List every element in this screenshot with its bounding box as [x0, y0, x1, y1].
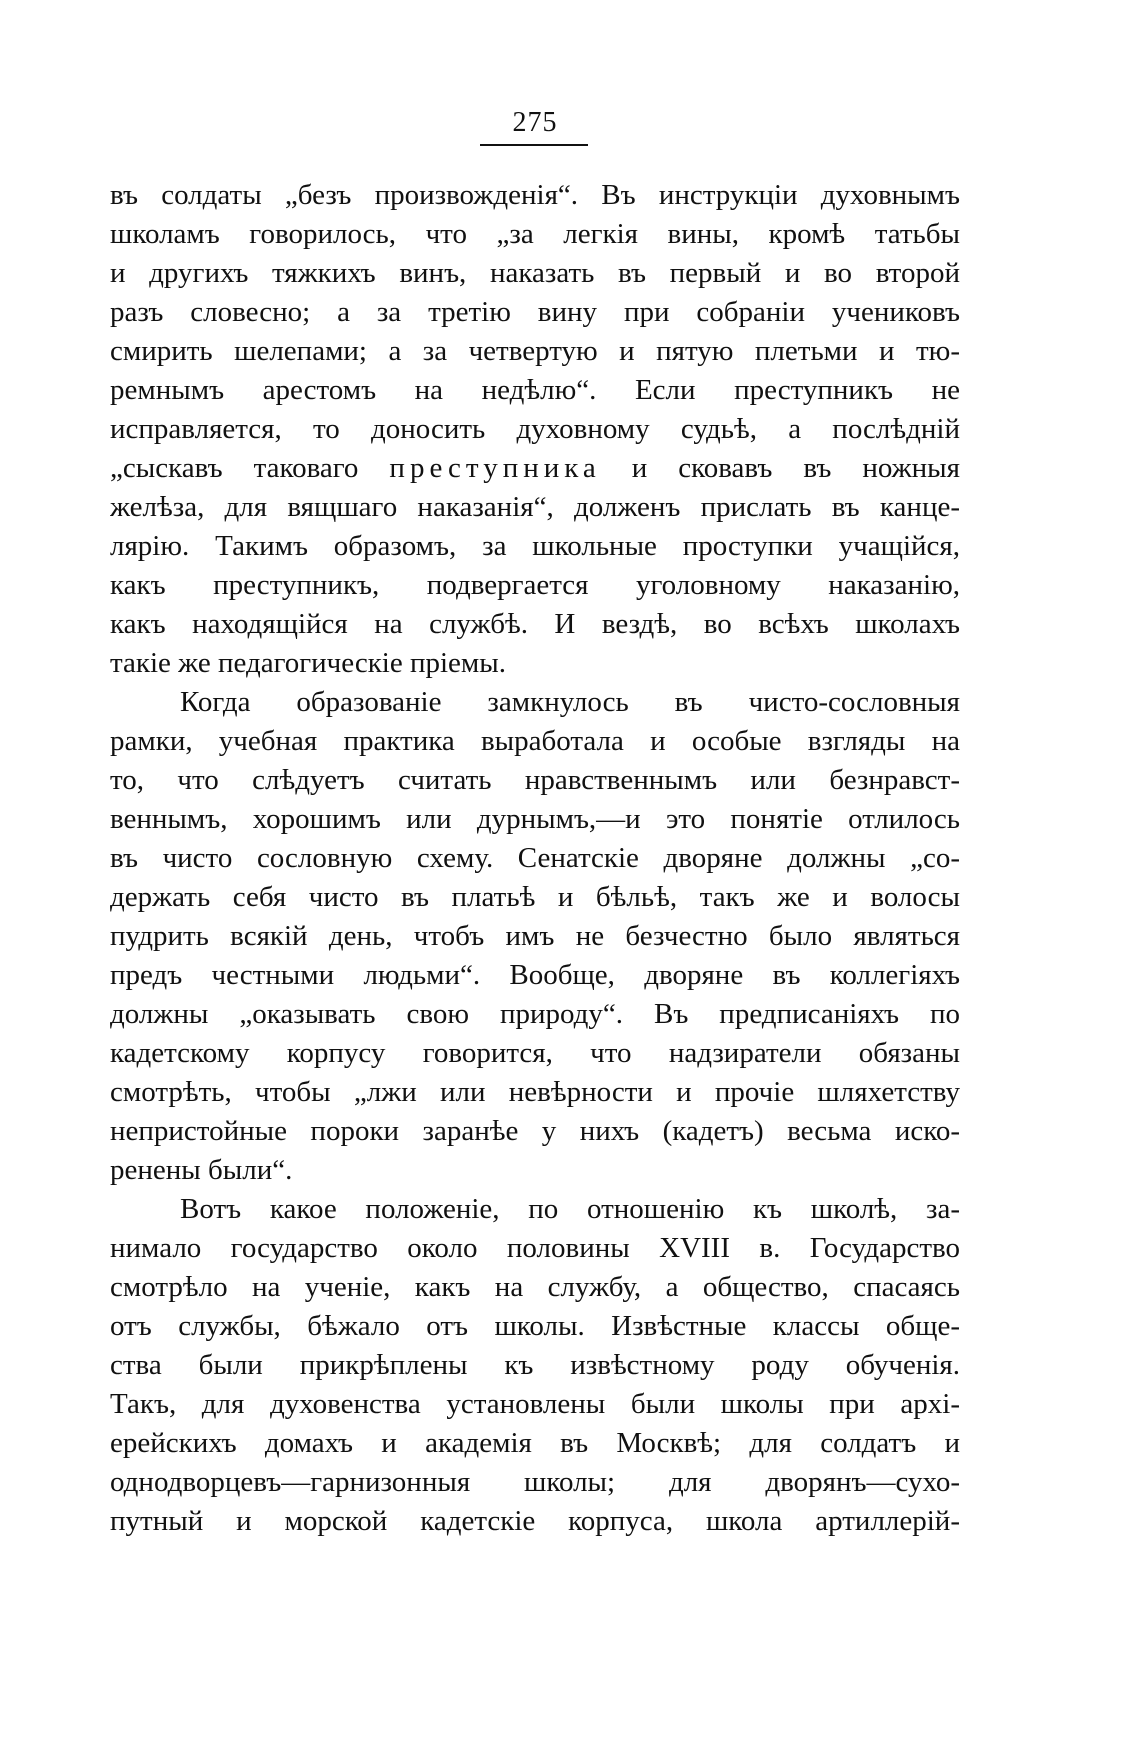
text-line: исправляется, то доносить духовному судьѣ, а послѣдній	[110, 413, 960, 445]
text-line: и другихъ тяжкихъ винъ, наказать въ первый и во второй	[110, 257, 960, 289]
emphasized-word: преступника	[389, 452, 601, 484]
body-text	[110, 176, 960, 1541]
text-line: кадетскому корпусу говорится, что надзиратели обязаны	[110, 1037, 960, 1069]
text-line: непристойные пороки заранѣе у нихъ (кадетъ) весьма иско-	[110, 1115, 960, 1147]
text-line-start: „сыскавъ таковаго	[110, 452, 359, 484]
text-line: пудрить всякій день, чтобъ имъ не безчестно было являться	[110, 920, 960, 952]
text-line: веннымъ, хорошимъ или дурнымъ,—и это понятіе отлилось	[110, 803, 960, 835]
text-line: желѣза, для вящшаго наказанія“, долженъ прислать въ канце-	[110, 491, 960, 523]
text-line: отъ службы, бѣжало отъ школы. Извѣстные классы обще-	[110, 1310, 960, 1342]
text-line: какъ находящійся на службѣ. И вездѣ, во всѣхъ школахъ	[110, 608, 960, 640]
text-line: въ солдаты „безъ произвожденія“. Въ инструкціи духовнымъ	[110, 179, 960, 211]
text-line: разъ словесно; а за третію вину при собраніи учениковъ	[110, 296, 960, 328]
text-line: предъ честными людьми“. Вообще, дворяне въ коллегіяхъ	[110, 959, 960, 991]
text-line: какъ преступникъ, подвергается уголовному наказанію,	[110, 569, 960, 601]
text-line: такіе же педагогическіе пріемы.	[110, 647, 507, 679]
paragraph-start-line: Когда образованіе замкнулось въ чисто-сословныя	[180, 686, 960, 718]
text-line: ства были прикрѣплены къ извѣстному роду обученія.	[110, 1349, 960, 1381]
text-line-end: и сковавъ въ ножныя	[631, 452, 960, 484]
text-line	[110, 449, 960, 488]
text-line: Такъ, для духовенства установлены были школы при архі-	[110, 1388, 960, 1420]
page-number-rule	[480, 144, 588, 146]
text-line: смирить шелепами; а за четвертую и пятую плетьми и тю-	[110, 335, 960, 367]
text-line: путный и морской кадетскіе корпуса, школа артиллерій-	[110, 1505, 960, 1537]
text-line: ренены были“.	[110, 1154, 293, 1186]
text-line: школамъ говорилось, что „за легкія вины, кромѣ татьбы	[110, 218, 960, 250]
text-line: однодворцевъ—гарнизонныя школы; для дворянъ—сухо-	[110, 1466, 960, 1498]
text-line: ремнымъ арестомъ на недѣлю“. Если преступникъ не	[110, 374, 960, 406]
paragraph-start-line: Вотъ какое положеніе, по отношенію къ школѣ, за-	[180, 1193, 960, 1225]
text-line: ерейскихъ домахъ и академія въ Москвѣ; для солдатъ и	[110, 1427, 960, 1459]
text-line: то, что слѣдуетъ считать нравственнымъ или безнравст-	[110, 764, 960, 796]
text-line: нимало государство около половины XVIII в. Государство	[110, 1232, 960, 1264]
text-line: смотрѣло на ученіе, какъ на службу, а общество, спасаясь	[110, 1271, 960, 1303]
text-line: смотрѣть, чтобы „лжи или невѣрности и прочіе шляхетству	[110, 1076, 960, 1108]
text-line: лярію. Такимъ образомъ, за школьные проступки учащійся,	[110, 530, 960, 562]
text-line: держать себя чисто въ платьѣ и бѣльѣ, такъ же и волосы	[110, 881, 960, 913]
text-line: должны „оказывать свою природу“. Въ предписаніяхъ по	[110, 998, 960, 1030]
page-number: 275	[512, 107, 558, 138]
text-line: рамки, учебная практика выработала и особые взгляды на	[110, 725, 960, 757]
text-line: въ чисто сословную схему. Сенатскіе дворяне должны „со-	[110, 842, 960, 874]
